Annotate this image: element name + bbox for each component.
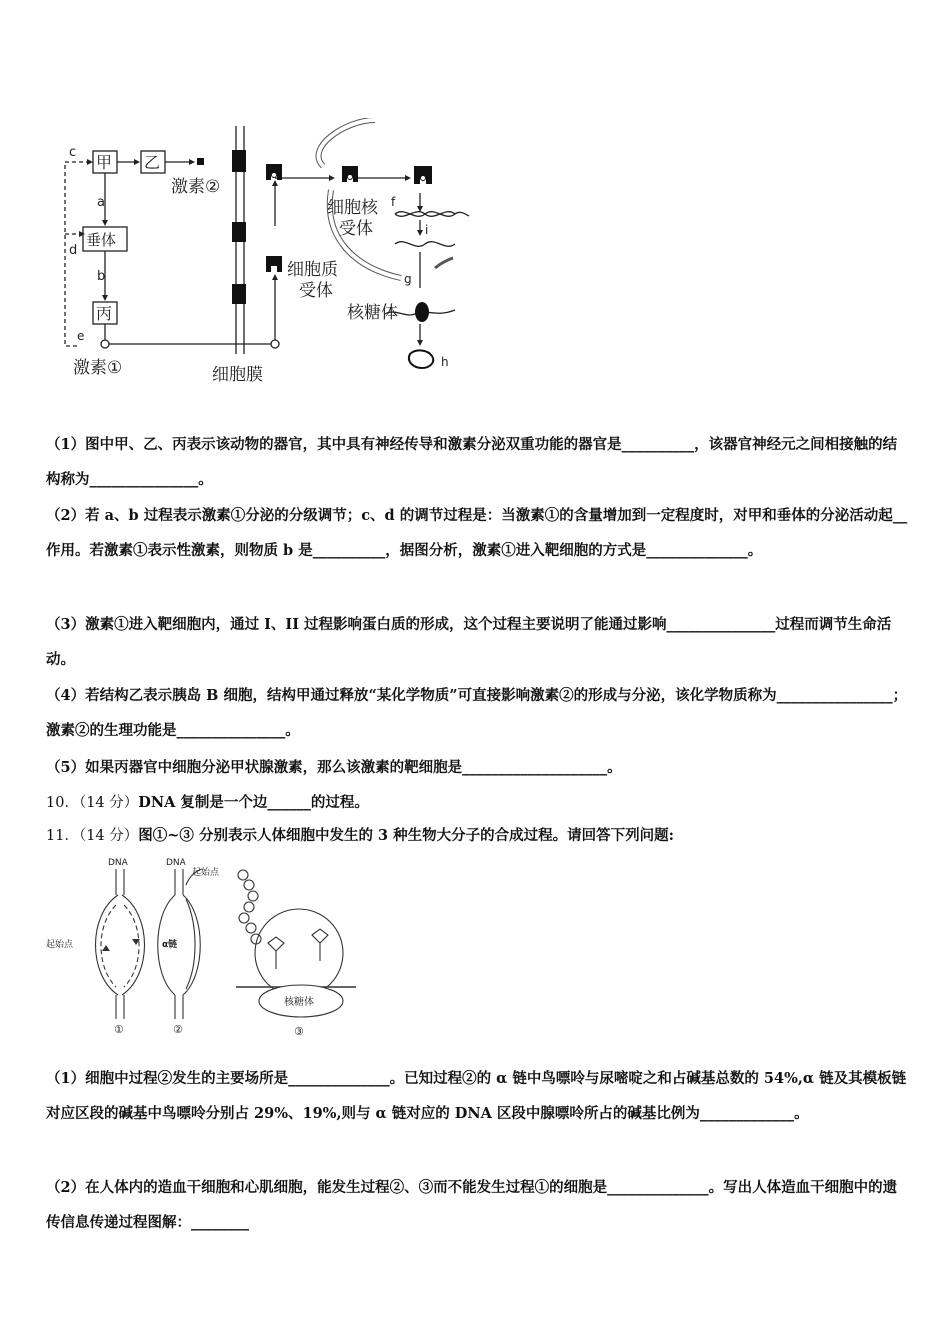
membrane-receptor-1 (232, 150, 246, 172)
label-n2: ② (173, 1023, 183, 1036)
question-10-number: 10．（14 分） (46, 795, 139, 811)
label-i: i (425, 223, 429, 237)
label-yi: 乙 (144, 153, 161, 172)
question-10 (46, 785, 908, 821)
label-origin-1: 起始点 (46, 940, 74, 950)
question-11-part-2: （2）在人体内的造血干细胞和心肌细胞，能发生过程②、③而不能发生过程①的细胞是______________。写出人体造血干细胞中的遗传信息传递过程图解：________ (46, 1179, 898, 1231)
question-9-part-5: （5）如果丙器官中细胞分泌甲状腺激素，那么该激素的靶细胞是____________________。 (46, 759, 622, 776)
label-ribosome-2: 核糖体 (284, 997, 314, 1008)
biosynthesis-diagram (44, 855, 364, 1037)
label-e: e (77, 329, 85, 343)
label-n1: ① (114, 1023, 124, 1036)
trna-2 (312, 929, 328, 961)
label-b: b (97, 269, 106, 284)
label-nuclear-receptor-1: 细胞核 (327, 198, 378, 218)
cell-circle (255, 909, 343, 997)
label-n3: ③ (294, 1025, 304, 1037)
label-origin-2: 起始点 (192, 868, 220, 878)
hormone2-molecule (197, 158, 204, 165)
label-alpha: α链 (162, 940, 178, 950)
label-cyto-receptor-1: 细胞质 (287, 260, 338, 280)
label-bing: 丙 (96, 304, 113, 323)
label-nuclear-receptor-2: 受体 (339, 219, 373, 239)
label-dna-2: DNA (166, 858, 186, 868)
label-f: f (391, 195, 396, 209)
label-h: h (441, 355, 449, 369)
label-cyto-receptor-2: 受体 (299, 281, 333, 301)
question-9-part-4: （4）若结构乙表示胰岛 B 细胞，结构甲通过释放“某化学物质”可直接影响激素②的形成与分泌，该化学物质称为________________；激素②的生理功能是_______________。 (46, 687, 908, 739)
label-ribosome: 核糖体 (347, 303, 398, 323)
trna-1 (268, 937, 284, 969)
membrane-receptor-2 (232, 222, 246, 242)
protein-h (409, 350, 433, 368)
mrna-strand (395, 242, 455, 247)
label-dna-1: DNA (108, 858, 128, 868)
label-d: d (69, 243, 78, 258)
hormone1-circle (101, 340, 109, 348)
label-g: g (404, 272, 412, 286)
question-11-text: 图①~③ 分别表示人体细胞中发生的 3 种生物大分子的合成过程。请回答下列问题: (138, 827, 674, 844)
ribosome-shape (415, 302, 429, 322)
label-chuiti: 垂体 (86, 231, 117, 249)
label-a: a (97, 195, 105, 210)
cytoplasmic-receptor (266, 256, 282, 272)
question-9-part-1: （1）图中甲、乙、丙表示该动物的器官，其中具有神经传导和激素分泌双重功能的器官是__________，该器官神经元之间相接触的结构称为_______________。 (46, 436, 898, 488)
label-hormone2: 激素② (171, 177, 221, 197)
replication-bubble (96, 895, 119, 995)
question-11-part-1: （1）细胞中过程②发生的主要场所是______________。已知过程②的 α 链中鸟嘌呤与尿嘧啶之和占碱基总数的 54%,α 链及其模板链对应区段的碱基中鸟嘌呤分别占 29%、19%,则与 α 链对应的 DNA 区段中腺嘌呤所占的碱基比例为_____________。 (46, 1070, 907, 1122)
hormone-regulation-diagram (55, 118, 475, 386)
question-10-text: DNA 复制是一个边______的过程。 (138, 794, 369, 811)
label-c: c (69, 145, 77, 160)
membrane-receptor-3 (232, 284, 246, 304)
question-11 (46, 818, 908, 854)
question-9-part-2: （2）若 a、b 过程表示激素①分泌的分级调节；c、d 的调节过程是：当激素①的含量增加到一定程度时，对甲和垂体的分泌活动起__作用。若激素①表示性激素，则物质 b 是__________，据图分析，激素①进入靶细胞的方式是______________。 (46, 507, 908, 559)
question-11-number: 11．（14 分） (46, 828, 139, 844)
label-hormone1: 激素① (73, 358, 123, 378)
question-9-part-3: （3）激素①进入靶细胞内，通过 I、II 过程影响蛋白质的形成，这个过程主要说明了能通过影响_______________过程而调节生命活动。 (46, 616, 892, 668)
label-jia: 甲 (96, 153, 113, 172)
label-membrane: 细胞膜 (212, 365, 263, 385)
